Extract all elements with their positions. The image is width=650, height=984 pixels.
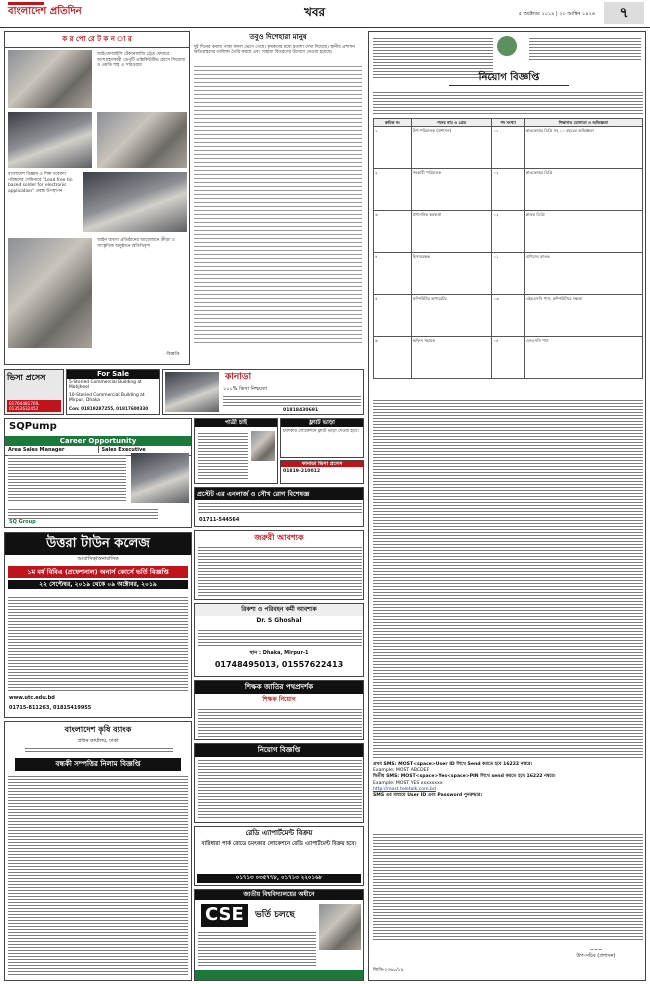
canada-text: ১০০% ভিসা নিশ্চয়তা — [223, 386, 268, 392]
college-name: উত্তরা টাউন কলেজ — [5, 533, 191, 555]
table-row — [374, 337, 643, 379]
patri-title: পাত্রী চাই — [195, 419, 277, 427]
uttara-town-college-ad — [4, 532, 192, 718]
sq-position-1: Area Sales Manager — [5, 446, 99, 454]
recruitment-notice — [368, 31, 646, 981]
table-cell: ৫ — [374, 295, 412, 337]
doctor-details — [198, 628, 362, 648]
corporate-corner — [4, 31, 190, 365]
table-cell: স্নাতকোত্তর ডিগ্রি সহ ১০ বছরের অভিজ্ঞতা — [524, 127, 642, 169]
table-row — [374, 211, 643, 253]
table-cell: ০২ — [492, 211, 524, 253]
sq-career-title: Career Opportunity — [5, 436, 191, 447]
sms-step-1: প্রথম SMS: MOST<space>User ID লিখে Send করতে হবে 16222 নম্বরে। — [373, 762, 533, 767]
auction-title: বন্ধকী সম্পত্তির নিলাম বিজ্ঞপ্তি — [15, 758, 181, 771]
corporate-caption-2: বাংলাদেশ বিজ্ঞান ও শিল্প গবেষণা পরিষদের সেমিনারে "Lead free tin based solder for electronic application" প্রবন্ধ উপস্থাপন — [8, 172, 73, 195]
sq-position-2: Sales Executive — [101, 447, 146, 454]
admission-dates: ২২ সেপ্টেম্বর, ২০১৯ থেকে ০৯ অক্টোবর, ২০১৯ — [8, 580, 188, 590]
patri-chai-ad — [194, 418, 278, 484]
col-serial: ক্রমিক নং — [374, 119, 412, 127]
vacancy-table — [373, 118, 643, 379]
corporate-photo-3 — [97, 112, 187, 168]
corporate-photo-5 — [8, 238, 92, 348]
article-body-text — [194, 63, 362, 346]
recruitment-title: নিয়োগ বিজ্ঞপ্তি — [449, 72, 569, 86]
college-website[interactable]: www.utc.edu.bd — [9, 695, 55, 701]
ready-flat-title: রেডি এ্যাপার্টমেন্ট বিক্রয় — [245, 829, 313, 837]
flat-title: ফ্ল্যাট ভাড়া — [281, 419, 363, 427]
sq-group-logo: SQ Group — [9, 519, 36, 525]
brand-accent — [8, 2, 44, 5]
sq-apply-text — [8, 507, 158, 519]
table-cell: ৩ — [374, 211, 412, 253]
canada-phone: 01818430691 — [283, 408, 319, 413]
corporate-title: ক র পো রে ট ক ন া র — [5, 32, 189, 48]
section-title: খবর — [304, 5, 326, 19]
canada-photo — [165, 372, 219, 412]
sms-step-2: দ্বিতীয় SMS: MOST<space>Yes<space>PIN লিখে send করতে হবে 16222 নম্বরে। — [373, 774, 556, 780]
corporate-photo-2 — [8, 112, 92, 168]
sms-example-2: Example: MOST YES xxxxxxxx — [373, 780, 443, 786]
table-cell: স্নাতক ডিগ্রি — [524, 211, 642, 253]
corporate-caption-1: আইএফআইসি টেকনোলজি ট্রেড ফেয়ারে অংশগ্রহণকারী ডেপুটি এক্সিকিউটিভ হোসে ফিরোজ ও এমডি শাহ এ সারওয়ার — [97, 52, 186, 69]
canada-visa-ad — [162, 369, 364, 415]
cse-details — [198, 930, 316, 966]
table-cell: ০৩ — [492, 295, 524, 337]
college-tag: আবাসিক/অনাবাসিক — [77, 556, 119, 563]
teacher-sub: শিক্ষক নিয়োগ — [262, 695, 296, 703]
memo-text — [529, 36, 641, 60]
pump-photo — [131, 453, 189, 503]
online-application-link[interactable]: http://most.teletalk.com.bd — [373, 786, 436, 792]
article-title: তবুও দিশেহারা মানুষ — [249, 33, 307, 41]
visa-title: ভিসা প্রসেস — [7, 373, 46, 382]
table-cell: এইচএসসি পাস, কম্পিউটারে দক্ষতা — [524, 295, 642, 337]
sq-pump-career-ad — [4, 418, 192, 528]
prince-text — [198, 758, 362, 820]
gd-number: জিডি-২৩৬৮/১৯ — [373, 968, 404, 973]
doctor-chamber-ad — [194, 603, 364, 677]
patri-photo — [251, 431, 275, 461]
urgent-title: জরুরী আবশ্যক — [254, 533, 304, 542]
table-cell: ০১ — [492, 253, 524, 295]
doctor-location: স্থান : Dhaka, Mirpur-1 — [249, 650, 309, 656]
corporate-caption-3: আইন ব্যবসা প্রতিষ্ঠানের আয়োজনে ক্রীড়া ও সাংস্কৃতিক অনুষ্ঠানে অতিথিবৃন্দ — [97, 238, 175, 249]
prostate-phone: 01711-544564 — [199, 517, 240, 523]
visa-phone: 01764481769, 01352632452 — [7, 400, 61, 413]
page-number: ৭ — [604, 2, 644, 24]
table-cell: ১ — [374, 127, 412, 169]
sq-requirements-text — [8, 453, 126, 503]
cse-footer-bar — [195, 970, 363, 980]
cse-admission-ad — [194, 889, 364, 981]
col-count: পদ সংখ্যা — [492, 119, 524, 127]
sq-brand: SQPump — [9, 421, 57, 432]
vacancy-table-header — [374, 119, 643, 127]
table-cell: ৬ — [374, 337, 412, 379]
student-photo — [319, 904, 361, 950]
signature: ~~~ — [589, 947, 603, 953]
table-cell: ০৪ — [492, 337, 524, 379]
table-cell: প্রশাসনিক কর্মকর্তা — [411, 211, 492, 253]
teacher-title: শিক্ষক জাতির পথপ্রদর্শক — [195, 681, 363, 694]
news-article — [192, 31, 364, 348]
rickshaw-title: রিকশা ও পরিবহন কর্মী আবশ্যক — [195, 604, 363, 616]
table-row — [374, 127, 643, 169]
urgent-hiring-ad — [194, 530, 364, 600]
caption-credit: -বিজ্ঞপ্তি — [165, 352, 180, 357]
table-cell: ০১ — [492, 127, 524, 169]
cse-title: CSE — [201, 904, 248, 927]
government-seal-icon — [497, 36, 517, 56]
urgent-text — [198, 545, 362, 597]
nu-title: জাতীয় বিশ্ববিদ্যালয়ের অধীনে — [195, 890, 363, 900]
table-cell: বাণিজ্যে স্নাতক — [524, 253, 642, 295]
for-sale-phone: Con: 01819287255, 01817600330 — [69, 405, 149, 411]
table-cell: কম্পিউটার অপারেটর — [411, 295, 492, 337]
prostate-text — [198, 501, 362, 515]
signatory — [549, 947, 643, 960]
table-row — [374, 253, 643, 295]
holder-phone: 01819-210012 — [283, 469, 321, 475]
patri-text — [198, 431, 248, 481]
krishi-bank-auction-notice — [4, 721, 192, 981]
auction-terms-text — [8, 774, 188, 976]
canada-details — [223, 394, 361, 406]
flat-rent-ad — [280, 418, 364, 458]
corporate-photo-4 — [83, 172, 187, 232]
flat-text: চমৎকার লোকেশনে ফ্ল্যাট ভাড়া দেওয়া হবে। — [283, 428, 359, 434]
sms-example-1: Example: MOST ABCDEF — [373, 768, 430, 774]
canada-holder-ad — [280, 460, 364, 484]
bank-address — [25, 746, 173, 754]
college-contact: 01715-811263, 01815419955 — [9, 705, 92, 711]
col-post: পদের নাম ও গ্রেড — [411, 119, 492, 127]
table-cell: ৪ — [374, 253, 412, 295]
table-row — [374, 169, 643, 211]
canada-title: কানাডা — [225, 372, 252, 382]
table-cell: ২ — [374, 169, 412, 211]
doctor-phones: 01748495013, 01557622413 — [214, 660, 344, 669]
table-cell: ০২ — [492, 169, 524, 211]
recovery-instructions-text — [373, 832, 643, 942]
recruitment-intro-text — [373, 90, 643, 114]
visa-process-ad — [4, 369, 64, 415]
signatory-title: উপ-সচিব (প্রশাসন) — [576, 953, 616, 960]
for-sale-ad — [66, 369, 160, 415]
teacher-guide-ad — [194, 680, 364, 740]
admission-notice: ১ম বর্ষ বিবিএ (প্রফেশনাল) অনার্স কোর্সে ভর্তি বিজ্ঞপ্তি — [8, 566, 188, 578]
col-qualification: শিক্ষাগত যোগ্যতা ও অভিজ্ঞতা — [524, 119, 642, 127]
table-cell: উপ-পরিচালক (প্রশাসন) — [411, 127, 492, 169]
table-row — [374, 295, 643, 337]
corporate-photo-1 — [8, 50, 92, 108]
sms-instructions — [373, 762, 643, 799]
ready-flat-phone: ০১৭১৩ ০৩৫৭৭৮, ০১৭১৩ ২২০১৬৮ — [197, 874, 361, 883]
issue-date: ৫ অক্টোবর ২০১৯ | ২০ আশ্বিন ১৪২৬ — [518, 11, 595, 17]
prostate-specialist-ad — [194, 487, 364, 527]
ready-flat-text: বারিধারা পার্ক রোডে চমৎকার লোকেশনে রেডি এ্যাপার্টমেন্ট বিক্রয় হবে। — [201, 840, 357, 847]
cse-sub: ভর্তি চলছে — [255, 910, 295, 920]
newspaper-logo: বাংলাদেশ প্রতিদিন — [8, 6, 82, 17]
prince-title: নিয়োগ বিজ্ঞপ্তি — [195, 744, 363, 757]
for-sale-title: For Sale — [67, 370, 159, 379]
table-cell: স্নাতকোত্তর ডিগ্রি — [524, 169, 642, 211]
prostate-title: প্রস্টেট এর এনলার্জ ও সৌখ রোগ বিশেষজ্ঞ — [195, 488, 363, 500]
for-sale-item: 10-Storied Commercial Building at Mirpur, Dhaka — [69, 392, 145, 404]
ready-flat-ad — [194, 826, 364, 886]
table-cell: এসএসসি পাস — [524, 337, 642, 379]
bank-branch: প্রধান কার্যালয়, ঢাকা — [77, 738, 119, 744]
table-cell: সহকারী পরিচালক — [411, 169, 492, 211]
holder-title: কানাডা ভিসা প্রসেস — [281, 461, 363, 467]
table-cell: অফিস সহায়ক — [411, 337, 492, 379]
article-lead: দুই দিনের বন্যায় পাকা ফসল ভেসে গেছে। কৃষকদের মধ্যে হতাশা দেখা দিয়েছে। স্থানীয় প্রশাসন ক্ষতিগ্রস্তদের তালিকা তৈরি করছে এবং সাহায্য বিতরণের উদ্যোগ নেওয়া হয়েছে। — [194, 44, 355, 56]
table-cell: হিসাবরক্ষক — [411, 253, 492, 295]
masthead — [0, 0, 650, 28]
recovery-title: SMS এর মাধ্যমে User ID এবং Password পুনরুদ্ধার: — [373, 792, 483, 798]
prince-recruitment-ad — [194, 743, 364, 823]
doctor-name: Dr. S Ghoshal — [256, 616, 302, 624]
college-details-text — [8, 595, 188, 691]
bank-name: বাংলাদেশ কৃষি ব্যাংক — [64, 725, 132, 734]
teacher-text — [198, 707, 362, 737]
recruitment-terms-text — [373, 398, 643, 758]
for-sale-item: 5-Storied Commercial Building at Motijheel — [69, 379, 142, 391]
